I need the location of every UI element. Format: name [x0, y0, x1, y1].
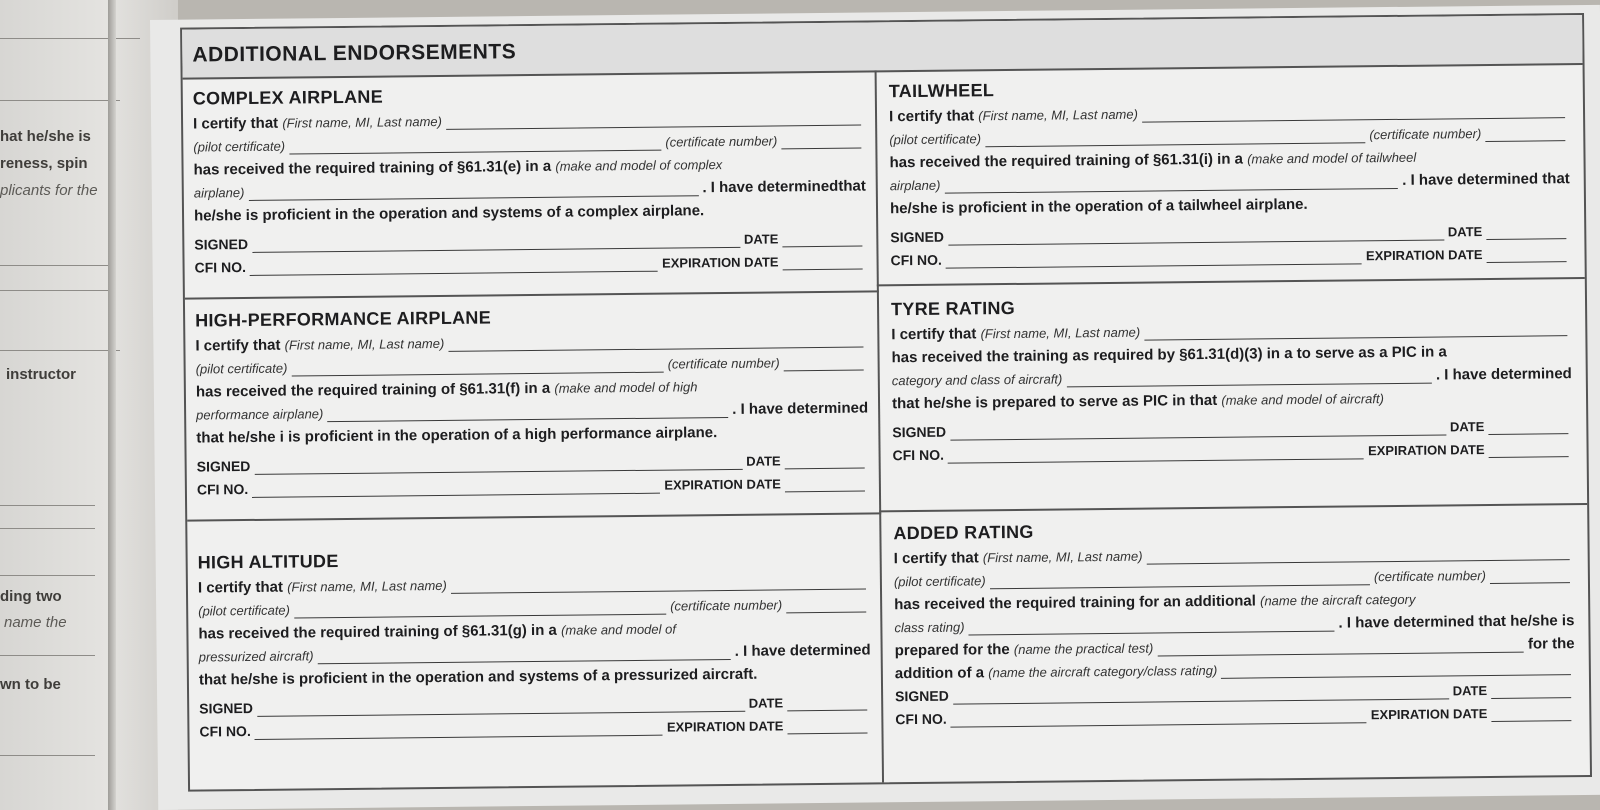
- date-field[interactable]: [1488, 418, 1568, 435]
- expiration-date-field[interactable]: [1488, 441, 1568, 458]
- aircraft-hint: class rating): [894, 619, 965, 636]
- addition-text: addition of a: [894, 664, 985, 683]
- aircraft-hint: (make and model of: [560, 621, 677, 638]
- section-title: COMPLEX AIRPLANE: [192, 86, 384, 109]
- determined-text: . I have determined: [732, 399, 869, 418]
- complex-airplane-section: [193, 81, 867, 280]
- finding-text: he/she is proficient in the operation and systems of a complex airplane.: [193, 202, 705, 225]
- expiration-label: EXPIRATION DATE: [661, 254, 779, 271]
- determined-text: . I have determined: [1435, 365, 1572, 384]
- pilot-cert-hint: (pilot certificate): [889, 131, 982, 148]
- signed-label: SIGNED: [892, 423, 947, 441]
- prepared-text: prepared for the: [894, 641, 1010, 660]
- determined-text: . I have determined: [734, 641, 871, 660]
- tailwheel-section: [889, 73, 1571, 272]
- date-label: DATE: [1447, 224, 1483, 240]
- left-page-text: wn to be: [0, 676, 61, 693]
- left-page-rule: [0, 755, 95, 756]
- addition-hint: (name the aircraft category/class rating): [988, 662, 1218, 681]
- expiration-date-field[interactable]: [1486, 246, 1566, 263]
- certify-label: I certify that: [891, 325, 977, 344]
- finding-text: he/she is proficient in the operation of a tailwheel airplane.: [889, 195, 1308, 218]
- aircraft-model-field[interactable]: [944, 173, 1398, 194]
- date-field[interactable]: [782, 231, 862, 248]
- pilot-cert-hint: (pilot certificate): [893, 573, 986, 590]
- practical-test-field[interactable]: [1157, 637, 1524, 657]
- high-altitude-section: [198, 544, 872, 743]
- date-field[interactable]: [1486, 223, 1566, 240]
- certify-label: I certify that: [893, 549, 979, 568]
- training-text: has received the required training of §61.31(f) in a: [195, 379, 551, 401]
- aircraft-class-field[interactable]: [1066, 368, 1432, 388]
- name-hint: (First name, MI, Last name): [287, 577, 447, 595]
- expiration-label: EXPIRATION DATE: [1370, 706, 1488, 723]
- certificate-number-field[interactable]: [786, 597, 866, 614]
- section-title: ADDED RATING: [893, 521, 1034, 544]
- signature-field[interactable]: [948, 224, 1444, 245]
- cfi-number-field[interactable]: [948, 443, 1364, 463]
- name-hint: (First name, MI, Last name): [282, 113, 443, 131]
- pilot-certificate-field[interactable]: [291, 357, 663, 377]
- column-divider: [875, 70, 884, 782]
- aircraft-hint: pressurized aircraft): [198, 648, 314, 665]
- row-divider: [187, 512, 881, 521]
- section-title: TYRE RATING: [890, 297, 1016, 320]
- certificate-number-field[interactable]: [1485, 125, 1565, 142]
- endorsement-form: [180, 13, 1592, 792]
- training-text: has received the required training of §61.31(e) in a: [193, 157, 552, 179]
- cert-number-hint: (certificate number): [1373, 568, 1486, 585]
- section-title: HIGH ALTITUDE: [197, 551, 339, 573]
- date-field[interactable]: [787, 695, 867, 712]
- for-the-text: for the: [1527, 635, 1575, 653]
- pilot-cert-hint: (pilot certificate): [198, 602, 291, 619]
- aircraft-hint: performance airplane): [196, 406, 324, 423]
- cert-number-hint: (certificate number): [670, 597, 783, 614]
- cfi-number-field[interactable]: [951, 707, 1367, 727]
- finding-text: that he/she is proficient in the operation and systems of a pressurized aircraft.: [198, 665, 758, 689]
- signature-field[interactable]: [950, 419, 1446, 440]
- cfi-label: CFI NO.: [196, 480, 249, 498]
- class-rating-field[interactable]: [968, 616, 1334, 636]
- cfi-label: CFI NO.: [890, 251, 942, 269]
- certificate-number-field[interactable]: [1490, 567, 1570, 584]
- cfi-label: CFI NO.: [199, 722, 251, 740]
- expiration-date-field[interactable]: [782, 254, 862, 271]
- name-hint: (First name, MI, Last name): [978, 106, 1138, 124]
- left-page-text: name the: [4, 614, 67, 631]
- name-hint: (First name, MI, Last name): [982, 548, 1143, 566]
- determined-text: . I have determined that he/she is: [1338, 612, 1575, 632]
- expiration-date-field[interactable]: [785, 476, 865, 493]
- signed-label: SIGNED: [199, 699, 253, 717]
- cfi-number-field[interactable]: [255, 720, 663, 740]
- signed-label: SIGNED: [890, 228, 945, 246]
- left-page-rule: [0, 290, 110, 291]
- date-label: DATE: [748, 695, 784, 711]
- student-name-field[interactable]: [451, 574, 866, 594]
- tyre-rating-section: [891, 291, 1573, 467]
- signed-label: SIGNED: [895, 687, 949, 705]
- section-title: HIGH-PERFORMANCE AIRPLANE: [195, 307, 492, 331]
- date-label: DATE: [746, 453, 781, 469]
- aircraft-model-field[interactable]: [317, 644, 730, 664]
- row-divider: [877, 277, 1585, 286]
- determined-text: . I have determinedthat: [702, 177, 866, 197]
- training-text: has received the training as required by §61.31(d)(3) in a to serve as a PIC in a: [891, 343, 1447, 367]
- cert-number-hint: (certificate number): [667, 355, 780, 372]
- cfi-label: CFI NO.: [895, 710, 947, 728]
- date-label: DATE: [1452, 683, 1488, 699]
- pilot-certificate-field[interactable]: [294, 599, 666, 619]
- left-page-text: hat he/she is: [0, 128, 91, 145]
- expiration-label: EXPIRATION DATE: [1367, 442, 1485, 459]
- left-page-rule: [0, 38, 140, 39]
- signature-field[interactable]: [257, 696, 745, 717]
- left-page-text: ding two: [0, 588, 62, 605]
- date-field[interactable]: [1491, 682, 1571, 699]
- cert-number-hint: (certificate number): [665, 133, 778, 150]
- student-name-field[interactable]: [1144, 320, 1567, 340]
- category-class-field[interactable]: [1221, 659, 1571, 679]
- section-title: TAILWHEEL: [888, 80, 995, 102]
- signed-label: SIGNED: [194, 235, 249, 253]
- row-divider: [879, 503, 1587, 512]
- certify-label: I certify that: [195, 336, 281, 355]
- cfi-number-field[interactable]: [250, 256, 658, 276]
- student-name-field[interactable]: [448, 332, 863, 352]
- expiration-date-field[interactable]: [1491, 705, 1571, 722]
- left-page-rule: [0, 265, 110, 266]
- student-name-field[interactable]: [1146, 544, 1569, 564]
- left-page-rule: [0, 655, 95, 656]
- high-performance-section: [195, 303, 869, 502]
- left-page-text: instructor: [6, 366, 77, 383]
- signature-field[interactable]: [252, 232, 740, 253]
- aircraft-hint: airplane): [889, 177, 941, 194]
- left-page-text: reness, spin: [0, 155, 88, 172]
- aircraft-hint: airplane): [193, 185, 245, 201]
- certify-label: I certify that: [193, 114, 279, 133]
- expiration-date-field[interactable]: [787, 718, 867, 735]
- certificate-number-field[interactable]: [784, 355, 864, 372]
- aircraft-hint: (make and model of aircraft): [1221, 391, 1384, 408]
- form-title: ADDITIONAL ENDORSEMENTS: [192, 40, 517, 67]
- signed-label: SIGNED: [196, 457, 251, 475]
- name-hint: (First name, MI, Last name): [284, 335, 445, 353]
- training-text: has received the required training of §61.31(g) in a: [198, 621, 557, 643]
- pilot-cert-hint: (pilot certificate): [193, 138, 286, 155]
- certificate-number-field[interactable]: [781, 133, 861, 150]
- aircraft-hint: category and class of aircraft): [891, 371, 1063, 389]
- left-page-rule: [0, 505, 95, 506]
- signature-field[interactable]: [953, 683, 1449, 704]
- expiration-label: EXPIRATION DATE: [1365, 247, 1483, 264]
- training-text: has received the required training for an additional: [894, 592, 1256, 614]
- cfi-number-field[interactable]: [252, 478, 660, 498]
- cfi-number-field[interactable]: [946, 248, 1362, 268]
- certify-label: I certify that: [888, 107, 975, 126]
- aircraft-model-field[interactable]: [327, 402, 728, 422]
- pilot-cert-hint: (pilot certificate): [195, 360, 288, 377]
- left-page-rule: [0, 528, 95, 529]
- student-name-field[interactable]: [446, 110, 861, 130]
- date-field[interactable]: [785, 453, 865, 470]
- pilot-certificate-field[interactable]: [985, 127, 1365, 147]
- aircraft-hint: (make and model of high: [554, 379, 698, 396]
- certify-label: I certify that: [197, 578, 284, 597]
- cfi-label: CFI NO.: [194, 259, 247, 276]
- expiration-label: EXPIRATION DATE: [664, 476, 781, 493]
- determined-text: . I have determined that: [1402, 170, 1570, 189]
- date-label: DATE: [1449, 419, 1485, 435]
- cert-number-hint: (certificate number): [1369, 126, 1482, 143]
- practical-test-hint: (name the practical test): [1013, 640, 1154, 657]
- student-name-field[interactable]: [1142, 102, 1565, 122]
- aircraft-hint: (name the aircraft category: [1259, 591, 1416, 609]
- row-divider: [185, 290, 879, 299]
- left-page-rule: [0, 575, 95, 576]
- left-page-rule: [0, 100, 120, 101]
- pilot-certificate-field[interactable]: [289, 135, 661, 155]
- name-hint: (First name, MI, Last name): [980, 324, 1141, 342]
- aircraft-hint: (make and model of tailwheel: [1247, 149, 1417, 167]
- training-text: has received the required training of §61.31(i) in a: [889, 150, 1244, 172]
- added-rating-section: [893, 515, 1575, 731]
- aircraft-hint: (make and model of complex: [555, 157, 723, 174]
- left-page-text: plicants for the: [0, 182, 98, 199]
- signature-field[interactable]: [254, 454, 742, 475]
- finding-text: that he/she i is proficient in the operation of a high performance airplane.: [196, 424, 718, 447]
- date-label: DATE: [743, 231, 779, 247]
- cfi-label: CFI NO.: [892, 446, 945, 464]
- aircraft-model-field[interactable]: [248, 180, 698, 201]
- expiration-label: EXPIRATION DATE: [666, 718, 784, 735]
- finding-text: that he/she is prepared to serve as PIC in that: [891, 391, 1218, 413]
- logbook-page: [150, 5, 1600, 810]
- book-gutter: [108, 0, 116, 810]
- form-banner: [182, 15, 1582, 80]
- left-page-rule: [0, 350, 120, 351]
- pilot-certificate-field[interactable]: [990, 569, 1370, 589]
